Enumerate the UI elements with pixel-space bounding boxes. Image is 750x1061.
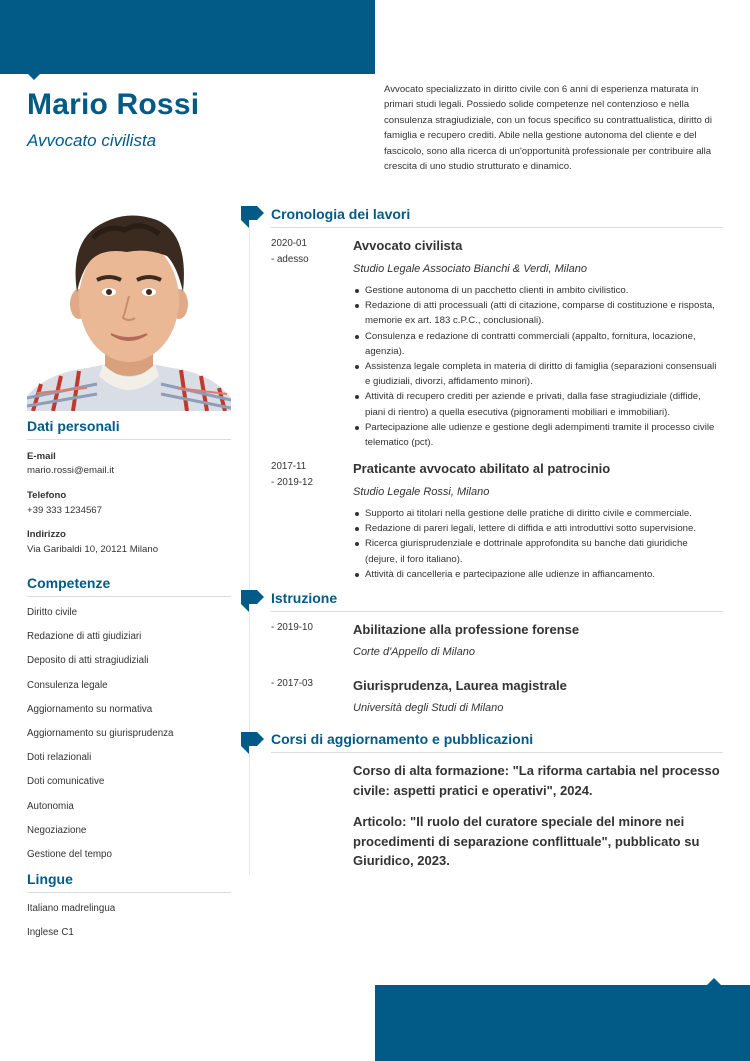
timeline-line (249, 220, 250, 875)
candidate-name: Mario Rossi (27, 88, 200, 121)
profile-photo (27, 208, 231, 411)
candidate-job-title: Avvocato civilista (27, 131, 157, 150)
job-duty-item: Gestione autonoma di un pacchetto clienti in ambito civilistico. (353, 283, 719, 298)
languages-divider (27, 892, 231, 893)
job-duty-item: Partecipazione alle udienze e gestione degli adempimenti tramite il processo civile telematico (pct). (353, 420, 719, 450)
job-duty-item: Supporto ai titolari nella gestione delle pratiche di diritto civile e commerciale. (353, 506, 719, 521)
job-date-start: 2017-11 (271, 461, 307, 472)
header-accent-notch (27, 73, 41, 80)
education-institution: Corte d'Appello di Milano (353, 646, 475, 658)
skill-item: Aggiornamento su normativa (27, 704, 153, 715)
skill-item: Consulenza legale (27, 680, 108, 691)
job-duty-item: Redazione di pareri legali, lettere di diffida e atti introduttivi sotto supervisione. (353, 521, 719, 536)
job-duty-item: Consulenza e redazione di contratti commerciali (appalto, fornitura, locazione, agenzia). (353, 329, 719, 359)
work-section-flag-icon (241, 206, 265, 228)
job-duty-item: Attività di recupero crediti per aziende e privati, dalla fase stragiudiziale (diffide, piani di rientro) a quella esecutiva (pignoramenti mobiliari e immobiliari). (353, 389, 719, 419)
personal-data-heading: Dati personali (27, 418, 120, 434)
courses-divider (271, 752, 723, 753)
profile-summary: Avvocato specializzato in diritto civile con 6 anni di esperienza maturata in primari studi legali. Possiedo solide competenze nel contenzioso e nella consulenza stragiudiziale, con un focus specifico su contrattualistica, diritto di famiglia e recupero crediti. Abile nella gestione autonoma del cliente e del fascicolo, sono alla ricerca di un'opportunità professionale per contribuire alla crescita di uno studio strutturato e dinamico. (384, 84, 712, 173)
education-divider (271, 611, 723, 612)
work-history-heading: Cronologia dei lavori (271, 206, 411, 222)
phone-value: +39 333 1234567 (27, 505, 102, 516)
job-title: Avvocato civilista (353, 238, 463, 253)
publication-item: Articolo: "Il ruolo del curatore speciale del minore nei procedimenti di separazione conflittuale", pubblicato su Giuridico, 2023. (353, 814, 700, 868)
job-employer: Studio Legale Rossi, Milano (353, 486, 490, 498)
job-date-end: - 2019-12 (271, 477, 313, 488)
job-date-start: 2020-01 (271, 238, 307, 249)
skill-item: Autonomia (27, 801, 74, 812)
work-history-divider (271, 227, 723, 228)
personal-data-divider (27, 439, 231, 440)
education-section-flag-icon (241, 590, 265, 612)
skill-item: Doti relazionali (27, 752, 92, 763)
header-accent-bar (0, 0, 375, 74)
education-date: - 2019-10 (271, 622, 313, 633)
job-duties-list (353, 283, 719, 450)
footer-accent-bar (375, 985, 750, 1061)
job-date-end: - adesso (271, 254, 309, 265)
job-duty-item: Ricerca giurisprudenziale e dottrinale approfondita su banche dati giuridiche (dejure, il foro italiano). (353, 536, 719, 566)
education-date: - 2017-03 (271, 678, 313, 689)
address-value: Via Garibaldi 10, 20121 Milano (27, 544, 159, 555)
skill-item: Aggiornamento su giurisprudenza (27, 728, 174, 739)
skill-item: Redazione di atti giudiziari (27, 631, 142, 642)
job-title: Praticante avvocato abilitato al patrocinio (353, 461, 611, 476)
skill-item: Gestione del tempo (27, 849, 112, 860)
skill-item: Doti comunicative (27, 776, 105, 787)
skills-heading: Competenze (27, 575, 111, 591)
education-title: Giurisprudenza, Laurea magistrale (353, 678, 567, 693)
email-value: mario.rossi@email.it (27, 465, 115, 476)
job-duties-list (353, 506, 719, 582)
skill-item: Deposito di atti stragiudiziali (27, 655, 149, 666)
courses-heading: Corsi di aggiornamento e pubblicazioni (271, 731, 534, 747)
education-heading: Istruzione (271, 590, 338, 606)
education-institution: Università degli Studi di Milano (353, 702, 504, 714)
language-item: Inglese C1 (27, 927, 74, 938)
course-item: Corso di alta formazione: "La riforma cartabia nel processo civile: aspetti pratici e operativi", 2024. (353, 763, 720, 798)
job-duty-item: Redazione di atti processuali (atti di citazione, comparse di costituzione e risposta, memorie ex art. 183 c.P.C., conclusionali). (353, 298, 719, 328)
email-label: E-mail (27, 451, 56, 462)
language-item: Italiano madrelingua (27, 903, 116, 914)
skill-item: Diritto civile (27, 607, 78, 618)
skills-divider (27, 596, 231, 597)
job-duty-item: Attività di cancelleria e partecipazione alle udienze in affiancamento. (353, 567, 719, 582)
courses-section-flag-icon (241, 732, 265, 754)
job-employer: Studio Legale Associato Bianchi & Verdi, Milano (353, 263, 587, 275)
footer-accent-notch (707, 978, 721, 985)
portrait-illustration (27, 208, 231, 411)
languages-heading: Lingue (27, 871, 73, 887)
job-duty-item: Assistenza legale completa in materia di diritto di famiglia (separazioni consensuali e giudiziali, divorzi, affidamento minori). (353, 359, 719, 389)
address-label: Indirizzo (27, 529, 66, 540)
education-title: Abilitazione alla professione forense (353, 622, 580, 637)
skill-item: Negoziazione (27, 825, 87, 836)
phone-label: Telefono (27, 490, 67, 501)
